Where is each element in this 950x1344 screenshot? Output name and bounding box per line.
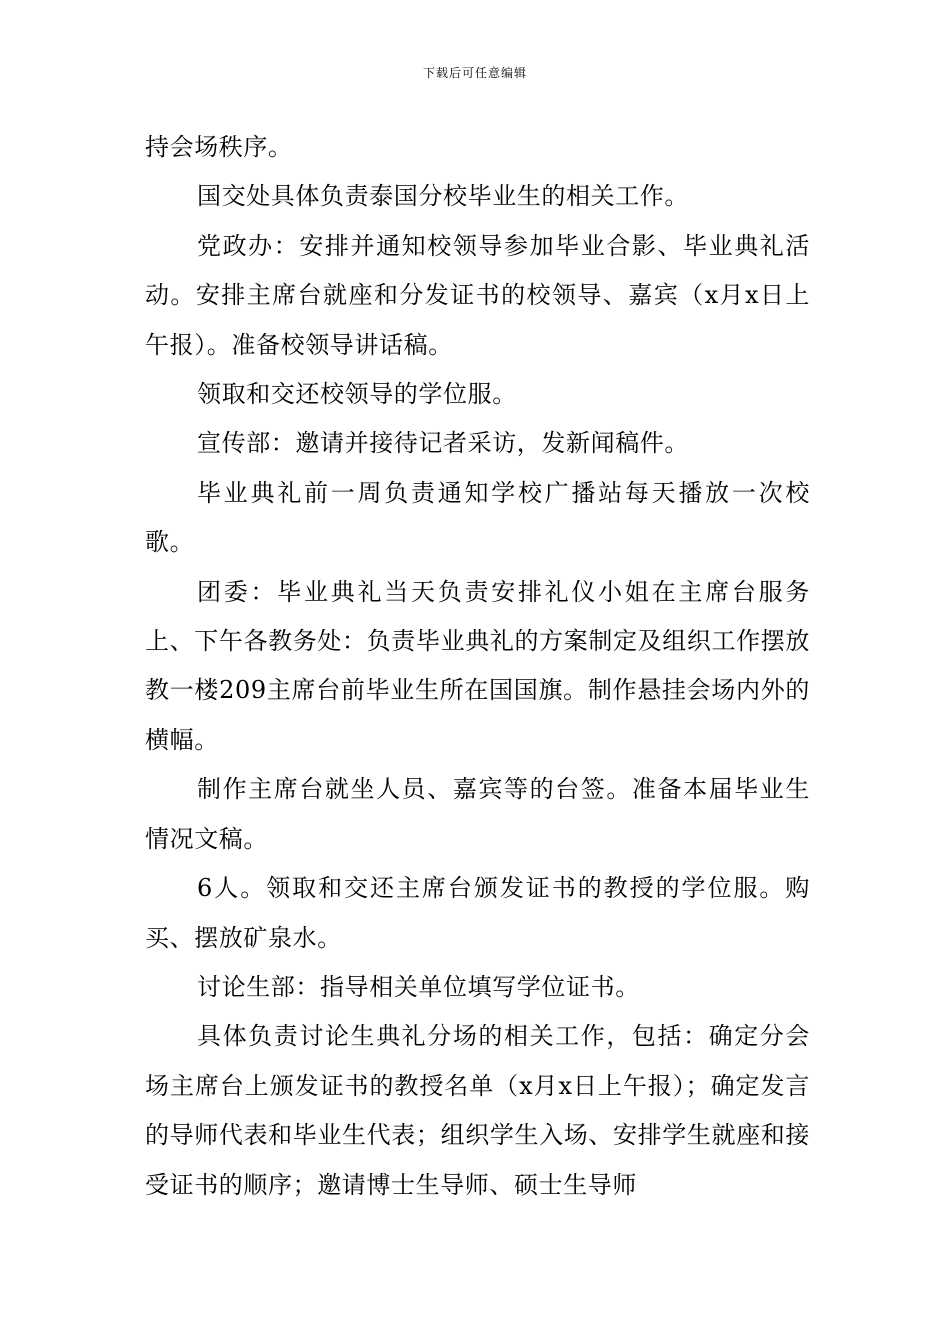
paragraph-2: 国交处具体负责泰国分校毕业生的相关工作。 <box>197 182 689 211</box>
paragraph-5: 宣传部：邀请并接待记者采访，发新闻稿件。 <box>197 429 689 458</box>
paragraph-1: 持会场秩序。 <box>145 133 293 161</box>
paragraph-10: 讨论生部：指导相关单位填写学位证书。 <box>197 972 640 1001</box>
paragraph-7: 团委：毕业典礼当天负责安排礼仪小姐在主席台服务上、下午各教务处：负责毕业典礼的方案制定及组织工作摆放教一楼209主席台前毕业生所在国国旗。制作悬挂会场内外的横幅。 <box>145 577 810 754</box>
paragraph-9: 6人。领取和交还主席台颁发证书的教授的学位服。购买、摆放矿泉水。 <box>145 874 810 952</box>
paragraph-11: 具体负责讨论生典礼分场的相关工作，包括：确定分会场主席台上颁发证书的教授名单（x月x日上午报）；确定发言的导师代表和毕业生代表；组织学生入场、安排学生就座和接受证书的顺序；邀请博士生导师、硕士生导师 <box>145 1022 810 1199</box>
paragraph-3: 党政办：安排并通知校领导参加毕业合影、毕业典礼活动。安排主席台就座和分发证书的校领导、嘉宾（x月x日上午报）。准备校领导讲话稿。 <box>145 231 810 359</box>
page-header: 下载后可任意编辑 <box>422 66 527 80</box>
paragraph-6: 毕业典礼前一周负责通知学校广播站每天播放一次校歌。 <box>145 478 810 557</box>
document-body <box>145 123 810 1210</box>
paragraph-4: 领取和交还校领导的学位服。 <box>197 380 517 409</box>
paragraph-8: 制作主席台就坐人员、嘉宾等的台签。准备本届毕业生情况文稿。 <box>145 775 810 853</box>
